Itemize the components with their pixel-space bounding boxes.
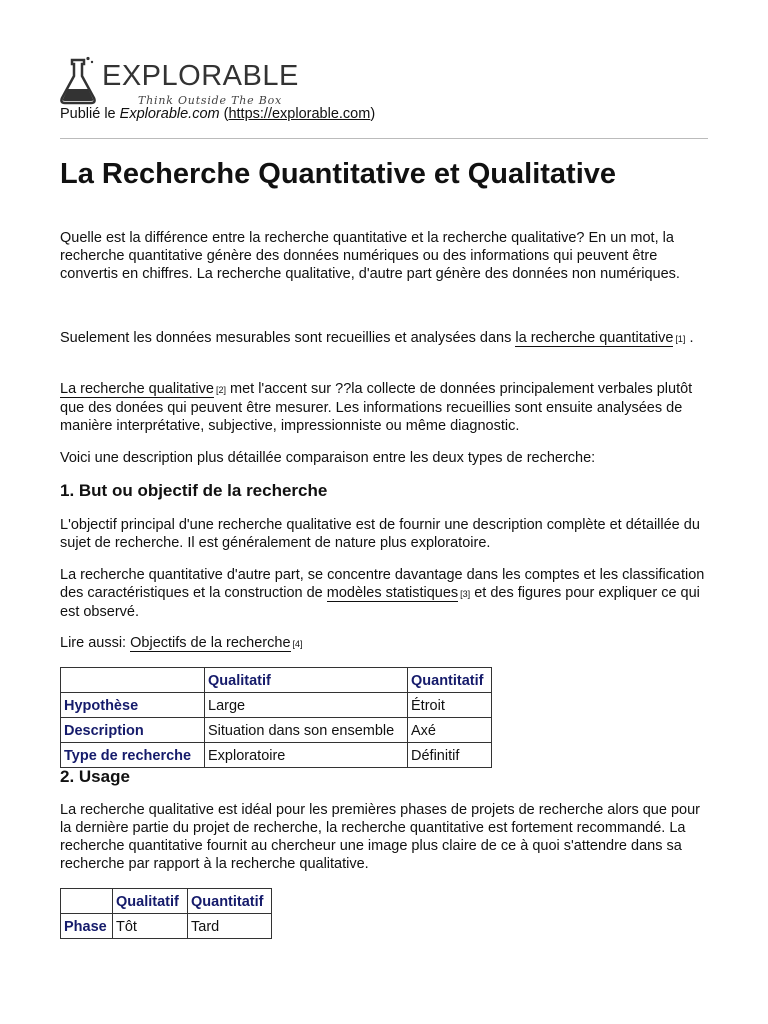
link-objectifs-recherche[interactable]: Objectifs de la recherche (130, 635, 291, 651)
table-row (61, 743, 492, 768)
footnote-ref: [3] (460, 589, 471, 599)
paragraph-qualitative (60, 380, 710, 435)
table-header-cell: Qualitatif (205, 668, 408, 693)
section-heading-objectif: 1. But ou objectif de la recherche (60, 481, 328, 500)
footnote-ref: [2] (215, 385, 226, 395)
table-row-header: Type de recherche (61, 743, 205, 768)
see-also-prefix: Lire aussi: (60, 635, 131, 651)
link-modeles-statistiques[interactable]: modèles statistiques (326, 585, 459, 601)
flask-icon (58, 56, 98, 106)
footnote-ref: [1] (675, 334, 686, 344)
table-cell: Axé (408, 718, 492, 743)
table-row (61, 693, 492, 718)
table-header-cell (61, 668, 205, 693)
link-recherche-qualitative[interactable]: La recherche qualitative (60, 381, 214, 397)
table-cell: Tôt (113, 914, 188, 939)
page-title: La Recherche Quantitative et Qualitative (60, 158, 617, 190)
comparison-table-usage (60, 888, 272, 939)
table-row-header: Hypothèse (61, 693, 205, 718)
table-header-row (61, 889, 272, 914)
logo-tagline: Think Outside The Box (138, 94, 283, 107)
table-row (61, 914, 272, 939)
table-cell: Définitif (408, 743, 492, 768)
table-cell: Étroit (408, 693, 492, 718)
table-header-row (61, 668, 492, 693)
link-recherche-quantitative[interactable]: la recherche quantitative (515, 330, 674, 346)
table-row-header: Description (61, 718, 205, 743)
table-header-cell: Quantitatif (408, 668, 492, 693)
table-cell: Situation dans son ensemble (205, 718, 408, 743)
intro-paragraph: Quelle est la différence entre la recherche quantitative et la recherche qualitative? En un mot, la recherche quantitative génère des données numériques ou des informations qui peuvent être convertis en chiffres. La recherche qualitative, d'autre part génère des données non numériques. (60, 230, 680, 282)
explorable-logo (58, 56, 299, 108)
published-site: Explorable.com (119, 106, 220, 122)
table-row (61, 718, 492, 743)
paragraph-end: . (685, 330, 694, 346)
paragraph-comparison-intro: Voici une description plus détaillée comparaison entre les deux types de recherche: (60, 450, 596, 466)
paragraph-usage: La recherche qualitative est idéal pour les premières phases de projets de recherche alors que pour la dernière partie du projet de recherche, la recherche quantitative est fortement recommandé. La recherche quantitative fournit au chercheur une image plus claire de ce à quoi s'attendre dans sa recherche par rapport à la recherche qualitative. (60, 802, 700, 872)
paragraph-text: La recherche quantitative d'autre part, se concentre davantage dans les comptes et les classification des caractéristiques et la construction de (60, 567, 705, 601)
paragraph-text: met l'accent sur ??la collecte de données principalement verbales plutôt que des donées qui peuvent être mesurer. Les informations recueillies sont ensuite analysées de manière interprétative, subjective, impressionniste ou même diagnostic. (60, 381, 693, 434)
table-cell: Tard (188, 914, 272, 939)
published-url-link[interactable]: https://explorable.com (228, 106, 371, 122)
paragraph-objectif-qualitative: L'objectif principal d'une recherche qualitative est de fournir une description complète et détaillée du sujet de recherche. Il est généralement de nature plus exploratoire. (60, 517, 700, 551)
published-open: ( (219, 106, 229, 122)
table-row-header: Phase (61, 914, 113, 939)
logo-wordmark: EXPLORABLE (102, 60, 299, 92)
published-line (60, 106, 375, 122)
comparison-table-objectif (60, 667, 492, 768)
footnote-ref: [4] (292, 639, 303, 649)
header-divider (60, 138, 708, 139)
see-also-line (60, 634, 710, 653)
paragraph-quantitative (60, 329, 710, 348)
section-heading-usage: 2. Usage (60, 767, 130, 786)
table-cell: Exploratoire (205, 743, 408, 768)
paragraph-objectif-quantitative (60, 566, 710, 621)
paragraph-text: Suelement les données mesurables sont recueillies et analysées dans (60, 330, 516, 346)
published-prefix: Publié le (60, 106, 120, 122)
table-header-cell: Qualitatif (113, 889, 188, 914)
published-close: ) (370, 106, 376, 122)
table-header-cell (61, 889, 113, 914)
paragraph-end: et des figures pour expliquer ce qui est observé. (60, 585, 700, 620)
table-cell: Large (205, 693, 408, 718)
table-header-cell: Quantitatif (188, 889, 272, 914)
